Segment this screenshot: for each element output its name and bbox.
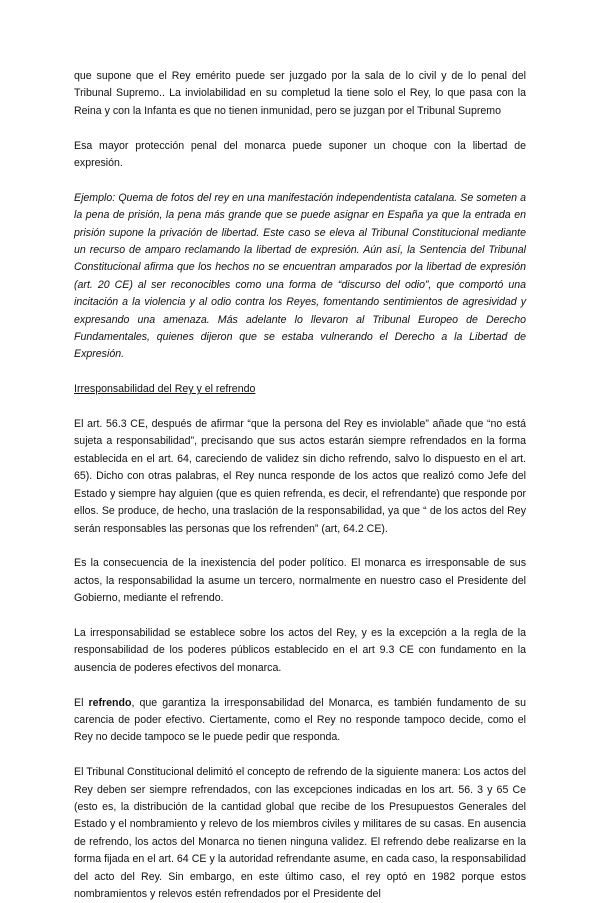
refrendo-bold-term: refrendo — [88, 696, 132, 709]
section-heading: Irresponsabilidad del Rey y el refrendo — [74, 383, 256, 396]
paragraph-proteccion-penal: Esa mayor protección penal del monarca puede suponer un choque con la libertad de expresión. — [74, 139, 526, 170]
refrendo-rest: , que garantiza la irresponsabilidad del Monarca, es también fundamento de su carencia de poder efectivo. Ciertamente, como el Rey no responde tampoco decide, como el Rey no decide tampoco se le puede pedir que responda. — [74, 696, 526, 744]
example-paragraph: Ejemplo: Quema de fotos del rey en una manifestación independentista catalana. Se someten a la pena de prisión, la pena más grande que se puede asignar en España ya que la entrada en prisión supone la privación de libertad. Este caso se eleva al Tribunal Constitucional mediante un recurso de amparo reclamando la libertad de expresión. Aún así, la Sentencia del Tribunal Constitucional afirma que los hechos no se encuentran amparados por la libertad de expresión (art. 20 CE) al ser reconocibles como una forma de “discurso del odio”, que comportó una incitación a la violencia y al odio contra los Reyes, fomentando sentimientos de agresividad y expresando una amenaza. Más adelante lo llevaron al Tribunal Europeo de Derecho Fundamentales, quienes dijeron que se estaba vulnerando el Derecho a la Libertad de Expresión. — [74, 191, 526, 361]
refrendo-prefix: El — [74, 696, 89, 709]
paragraph-consecuencia: Es la consecuencia de la inexistencia del poder político. El monarca es irresponsable de sus actos, la responsabilidad la asume un tercero, normalmente en nuestro caso el Presidente del Gobierno, mediante el refrendo. — [74, 557, 526, 605]
paragraph-juzgado: que supone que el Rey emérito puede ser juzgado por la sala de lo civil y de lo penal del Tribunal Supremo.. La inviolabilidad en su completud la tiene solo el Rey, lo que pasa con la Reina y con la Infanta es que no tienen inmunidad, pero se juzgan por el Tribunal Supremo — [74, 70, 526, 117]
paragraph-art-56: El art. 56.3 CE, después de afirmar “que la persona del Rey es inviolable” añade que “no está sujeta a responsabilidad”, precisando que sus actos estarán siempre refrendados en la forma establecida en el art. 64, careciendo de validez sin dicho refrendo, salvo lo dispuesto en el art. 65). Dicho con otras palabras, el Rey nunca responde de los actos que realizó como Jefe del Estado y siempre hay alguien (que es quien refrenda, es decir, el refrendante) que responde por ellos. Se produce, de hecho, una traslación de la responsabilidad, ya que “ de los actos del Rey serán responsables las personas que los refrenden” (art, 64.2 CE). — [74, 418, 526, 535]
paragraph-irresponsabilidad: La irresponsabilidad se establece sobre los actos del Rey, y es la excepción a la regla de la responsabilidad de los poderes públicos establecido en el art 9.3 CE con fundamento en la ausencia de poderes efectivos del monarca. — [74, 626, 526, 674]
paragraph-tribunal-constitucional: El Tribunal Constitucional delimitó el concepto de refrendo de la siguiente manera: Los actos del Rey deben ser siempre refrendados, con las excepciones indicadas en los art. 56. 3 y 65 Ce (esto es, la distribución de la cantidad global que recibe de los Presupuestos Generales del Estado y el nombramiento y relevo de los miembros civiles y militares de su casas. En ausencia de refrendo, los actos del Monarca no tienen ninguna validez. El refrendo debe realizarse en la forma fijada en el art. 64 CE y la autoridad refrendante asume, en cada caso, la responsabilidad del acto del Rey. Sin embargo, en este último caso, el rey optó en 1982 porque estos nombramientos y relevos estén refrendados por el Presidente del — [74, 766, 526, 900]
paragraph-refrendo — [74, 695, 526, 747]
